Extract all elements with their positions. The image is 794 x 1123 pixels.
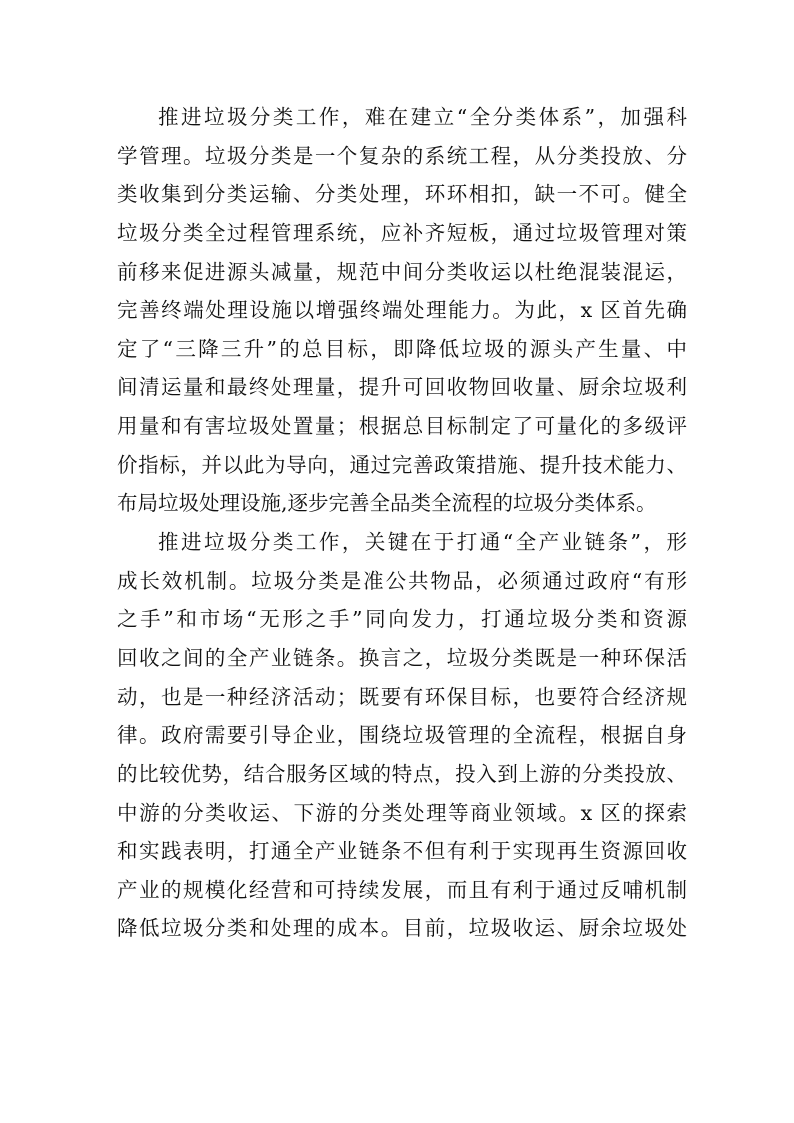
- text-line: 中游的分类收运、下游的分类处理等商业领域。x 区的探索: [117, 800, 687, 825]
- text-line: 用量和有害垃圾处置量；根据总目标制定了可量化的多级评: [117, 414, 687, 439]
- text-line: 推进垃圾分类工作，难在建立“全分类体系”，加强科: [158, 105, 687, 129]
- text-line: 和实践表明，打通全产业链条不但有利于实现再生资源回收: [117, 839, 687, 864]
- text-line: 成长效机制。垃圾分类是准公共物品，必须通过政府“有形: [117, 568, 687, 593]
- text-line: 产业的规模化经营和可持续发展，而且有利于通过反哺机制: [117, 877, 687, 902]
- text-line: 垃圾分类全过程管理系统，应补齐短板，通过垃圾管理对策: [117, 220, 687, 245]
- text-line: 定了“三降三升”的总目标，即降低垃圾的源头产生量、中: [117, 336, 687, 361]
- text-line: 之手”和市场“无形之手”同向发力，打通垃圾分类和资源: [117, 607, 687, 632]
- text-line: 前移来促进源头减量，规范中间分类收运以杜绝混装混运，: [117, 259, 687, 284]
- text-line: 价指标，并以此为导向，通过完善政策措施、提升技术能力、: [117, 452, 687, 477]
- text-line: 推进垃圾分类工作，关键在于打通“全产业链条”，形: [158, 530, 687, 555]
- text-line: 降低垃圾分类和处理的成本。目前，垃圾收运、厨余垃圾处: [117, 916, 687, 941]
- paragraph-2: [117, 523, 687, 948]
- text-line: 类收集到分类运输、分类处理，环环相扣，缺一不可。健全: [117, 182, 687, 207]
- text-line: 完善终端处理设施以增强终端处理能力。为此，x 区首先确: [117, 298, 687, 323]
- text-line: 回收之间的全产业链条。换言之，垃圾分类既是一种环保活: [117, 645, 687, 670]
- text-line: 动，也是一种经济活动；既要有环保目标，也要符合经济规: [117, 684, 687, 709]
- text-line: 律。政府需要引导企业，围绕垃圾管理的全流程，根据自身: [117, 723, 687, 748]
- document-body: [117, 98, 687, 948]
- text-line: 学管理。垃圾分类是一个复杂的系统工程，从分类投放、分: [117, 143, 687, 168]
- text-line: 的比较优势，结合服务区域的特点，投入到上游的分类投放、: [117, 761, 687, 786]
- text-line: 布局垃圾处理设施,逐步完善全品类全流程的垃圾分类体系。: [117, 491, 657, 516]
- text-line: 间清运量和最终处理量，提升可回收物回收量、厨余垃圾利: [117, 375, 687, 400]
- paragraph-1: [117, 98, 687, 523]
